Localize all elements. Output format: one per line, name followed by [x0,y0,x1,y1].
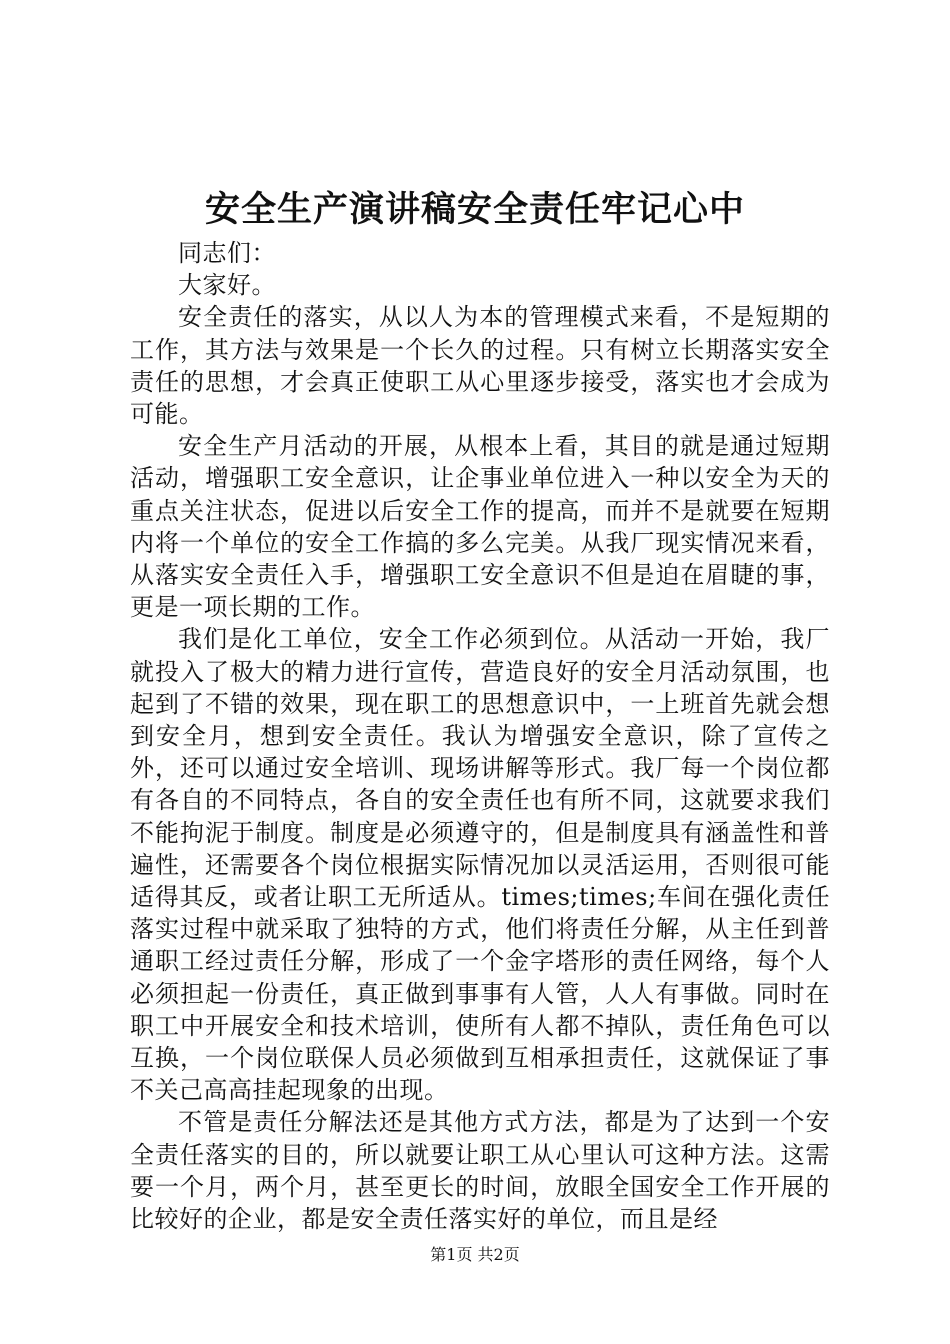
paragraph: 不管是责任分解法还是其他方式方法，都是为了达到一个安全责任落实的目的，所以就要让职工从心里认可这种方法。这需要一个月，两个月，甚至更长的时间，放眼全国安全工作开展的比较好的企业，都是安全责任落实好的单位，而且是经 [130,1108,830,1234]
paragraph: 安全生产月活动的开展，从根本上看，其目的就是通过短期活动，增强职工安全意识，让企事业单位进入一种以安全为天的重点关注状态，促进以后安全工作的提高，而并不是就要在短期内将一个单位的安全工作搞的多么完美。从我厂现实情况来看，从落实安全责任入手，增强职工安全意识不但是迫在眉睫的事，更是一项长期的工作。 [130,432,830,622]
paragraph: 安全责任的落实，从以人为本的管理模式来看，不是短期的工作，其方法与效果是一个长久的过程。只有树立长期落实安全责任的思想，才会真正使职工从心里逐步接受，落实也才会成为可能。 [130,303,830,429]
document-title: 安全生产演讲稿安全责任牢记心中 [204,189,745,230]
paragraph: 我们是化工单位，安全工作必须到位。从活动一开始，我厂就投入了极大的精力进行宣传，营造良好的安全月活动氛围，也起到了不错的效果，现在职工的思想意识中，一上班首先就会想到安全月，想到安全责任。我认为增强安全意识，除了宣传之外，还可以通过安全培训、现场讲解等形式。我厂每一个岗位都有各自的不同特点，各自的安全责任也有所不同，这就要求我们不能拘泥于制度。制度是必须遵守的，但是制度具有涵盖性和普遍性，还需要各个岗位根据实际情况加以灵活运用，否则很可能适得其反，或者让职工无所适从。times;times;车间在强化责任落实过程中就采取了独特的方式，他们将责任分解，从主任到普通职工经过责任分解，形成了一个金字塔形的责任网络，每个人必须担起一份责任，真正做到事事有人管，人人有事做。同时在职工中开展安全和技术培训，使所有人都不掉队，责任角色可以互换，一个岗位联保人员必须做到互相承担责任，这就保证了事不关己高高挂起现象的出现。 [130,625,830,1105]
paragraph-greeting: 大家好。 [178,271,276,300]
page-number-footer: 第1页 共2页 [430,1245,520,1264]
document-body [130,237,830,1235]
paragraph-salutation: 同志们： [178,239,276,267]
